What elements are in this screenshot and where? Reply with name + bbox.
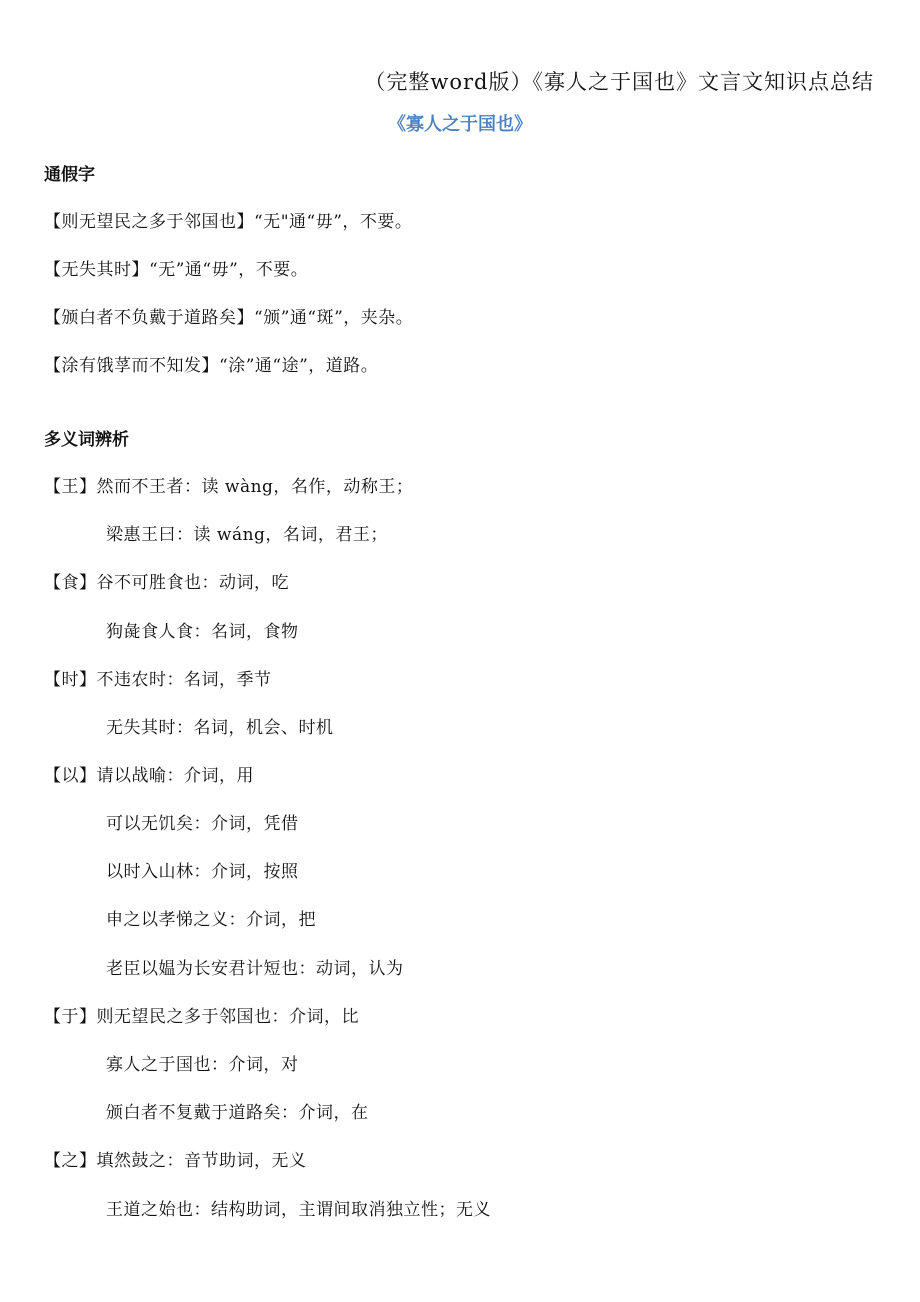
duoyi-entry: 【以】请以战喻：介词，用 <box>44 766 254 786</box>
duoyi-example: 无失其时：名词，机会、时机 <box>106 718 334 738</box>
duoyi-example: 申之以孝悌之义：介词，把 <box>106 910 316 930</box>
duoyi-example: 寡人之于国也：介词，对 <box>106 1055 299 1075</box>
duoyi-entry: 【食】谷不可胜食也：动词，吃 <box>44 573 289 593</box>
section-heading-duoyi: 多义词辨析 <box>44 430 129 450</box>
duoyi-entry: 【时】不违农时：名词，季节 <box>44 670 272 690</box>
duoyi-entry: 【王】然而不王者：读 wàng，名作，动称王； <box>44 477 414 497</box>
document-title: （完整word版）《寡人之于国也》文言文知识点总结 <box>364 70 874 94</box>
tongjia-item: 【涂有饿莩而不知发】“涂”通“途”，道路。 <box>44 356 379 376</box>
duoyi-example: 狗彘食人食：名词，食物 <box>106 622 299 642</box>
tongjia-item: 【则无望民之多于邻国也】“无"通“毋”，不要。 <box>44 212 413 232</box>
tongjia-item: 【无失其时】“无”通“毋”，不要。 <box>44 260 309 280</box>
duoyi-example: 颁白者不复戴于道路矣：介词，在 <box>106 1103 369 1123</box>
document-subtitle: 《寡人之于国也》 <box>388 114 532 135</box>
duoyi-example: 可以无饥矣：介词，凭借 <box>106 814 299 834</box>
section-heading-tongjia: 通假字 <box>44 165 95 185</box>
duoyi-example: 梁惠王曰：读 wáng，名词，君王； <box>106 525 388 545</box>
duoyi-example: 以时入山林：介词，按照 <box>106 862 299 882</box>
tongjia-item: 【颁白者不负戴于道路矣】“颁”通“斑”，夹杂。 <box>44 308 414 328</box>
duoyi-example: 老臣以媪为长安君计短也：动词，认为 <box>106 959 404 979</box>
duoyi-entry: 【之】填然鼓之：音节助词，无义 <box>44 1151 307 1171</box>
duoyi-example: 王道之始也：结构助词，主谓间取消独立性；无义 <box>106 1200 491 1220</box>
duoyi-entry: 【于】则无望民之多于邻国也：介词，比 <box>44 1007 359 1027</box>
